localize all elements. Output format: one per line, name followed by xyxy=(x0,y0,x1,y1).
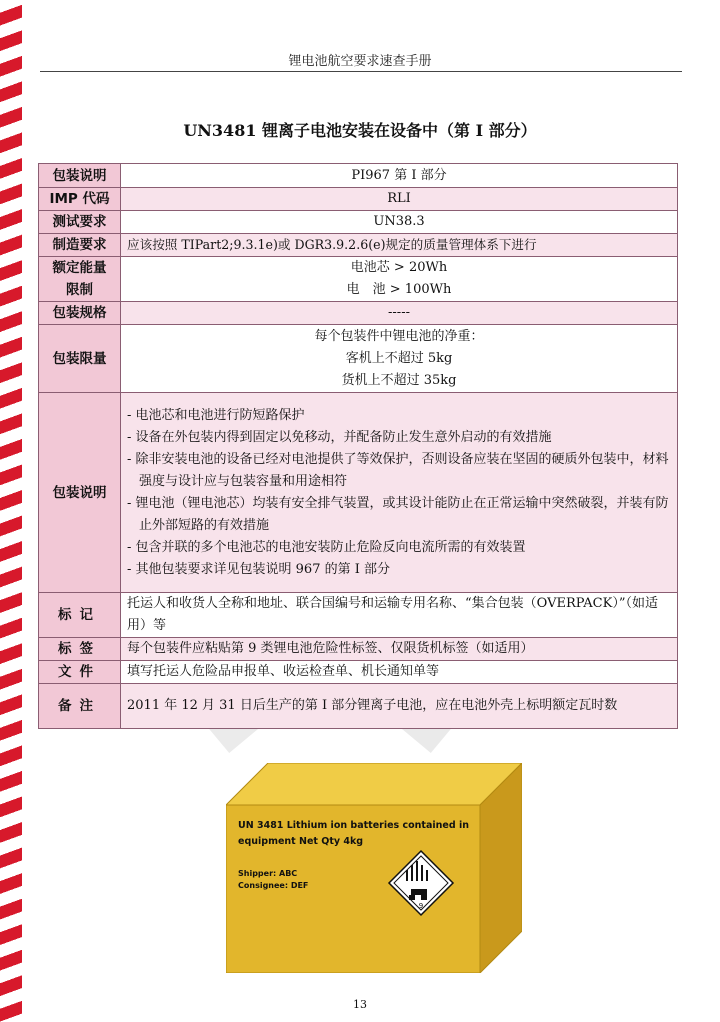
table-row xyxy=(39,638,678,661)
value-line: 电池芯 > 20Wh xyxy=(350,260,448,275)
value-line: 货机上不超过 35kg xyxy=(341,372,457,388)
package-consignee: Consignee: DEF xyxy=(238,881,309,890)
row-label: 包装限量 xyxy=(39,325,121,393)
table-row xyxy=(39,302,678,325)
package-illustration xyxy=(226,763,522,973)
row-label xyxy=(39,257,121,302)
value-line: 客机上不超过 5kg xyxy=(345,350,453,366)
table-row xyxy=(39,393,678,593)
table-row xyxy=(39,188,678,211)
row-label: IMP 代码 xyxy=(39,188,121,211)
list-item: - 锂电池（锂电池芯）均装有安全排气装置，或其设计能防止在正常运输中突然破裂，并装有防止外部短路的有效措施 xyxy=(127,495,669,533)
table-row xyxy=(39,325,678,393)
running-header: 锂电池航空要求速查手册 xyxy=(288,54,432,69)
table-row xyxy=(39,164,678,188)
row-label-line: 限制 xyxy=(66,282,93,298)
row-value xyxy=(121,393,678,593)
row-value: RLI xyxy=(121,188,678,211)
table-row xyxy=(39,593,678,638)
document-title: UN3481 锂离子电池安装在设备中（第 I 部分） xyxy=(183,121,537,140)
row-value: UN38.3 xyxy=(121,211,678,234)
row-value: 填写托运人危险品申报单、收运检查单、机长通知单等 xyxy=(121,661,678,684)
row-value: 每个包装件应粘贴第 9 类锂电池危险性标签、仅限货机标签（如适用） xyxy=(121,638,678,661)
table-row xyxy=(39,234,678,257)
value-line: 电 池 > 100Wh xyxy=(346,282,452,297)
row-label: 备注 xyxy=(39,684,121,729)
package-top-face xyxy=(226,763,522,805)
list-item: - 除非安装电池的设备已经对电池提供了等效保护，否则设备应装在坚固的硬质外包装中，材料强度与设计应与包装容量和用途相符 xyxy=(127,451,669,489)
row-value: 应该按照 TIPart2;9.3.1e)或 DGR3.9.2.6(e)规定的质量管理体系下进行 xyxy=(121,234,678,257)
requirement-list xyxy=(127,405,671,581)
package-marking xyxy=(238,818,488,850)
package-marking-line: equipment Net Qty 4kg xyxy=(238,836,364,847)
table-row xyxy=(39,257,678,302)
page-number: 13 xyxy=(353,998,367,1011)
left-edge-stripe xyxy=(0,0,22,1022)
requirements-table xyxy=(38,163,678,729)
list-item: - 设备在外包装内得到固定以免移动，并配备防止发生意外启动的有效措施 xyxy=(127,429,552,445)
table-row xyxy=(39,661,678,684)
row-value: PI967 第 I 部分 xyxy=(121,164,678,188)
svg-text:9: 9 xyxy=(418,902,424,910)
value-line: 每个包装件中锂电池的净重： xyxy=(314,328,484,344)
row-label: 包装规格 xyxy=(39,302,121,325)
table-row xyxy=(39,684,678,729)
row-label: 标签 xyxy=(39,638,121,661)
row-value: 托运人和收货人全称和地址、联合国编号和运输专用名称、“集合包装（OVERPACK）”（如适用）等 xyxy=(121,593,678,638)
row-label: 测试要求 xyxy=(39,211,121,234)
row-label: 包装说明 xyxy=(39,164,121,188)
list-item: - 电池芯和电池进行防短路保护 xyxy=(127,407,305,423)
list-item: - 包含并联的多个电池芯的电池安装防止危险反向电流所需的有效装置 xyxy=(127,539,526,555)
row-value xyxy=(121,257,678,302)
row-value: 2011 年 12 月 31 日后生产的第 I 部分锂离子电池，应在电池外壳上标明额定瓦时数 xyxy=(121,684,678,729)
package-shipper: Shipper: ABC xyxy=(238,869,298,878)
row-label: 文件 xyxy=(39,661,121,684)
row-value: ----- xyxy=(121,302,678,325)
row-label: 包装说明 xyxy=(39,393,121,593)
row-value xyxy=(121,325,678,393)
row-label-line: 额定能量 xyxy=(52,260,107,276)
header-divider xyxy=(40,71,682,72)
row-label: 制造要求 xyxy=(39,234,121,257)
package-marking-line: UN 3481 Lithium ion batteries contained in xyxy=(238,820,469,831)
row-label: 标记 xyxy=(39,593,121,638)
list-item: - 其他包装要求详见包装说明 967 的第 I 部分 xyxy=(127,561,391,577)
table-row xyxy=(39,211,678,234)
